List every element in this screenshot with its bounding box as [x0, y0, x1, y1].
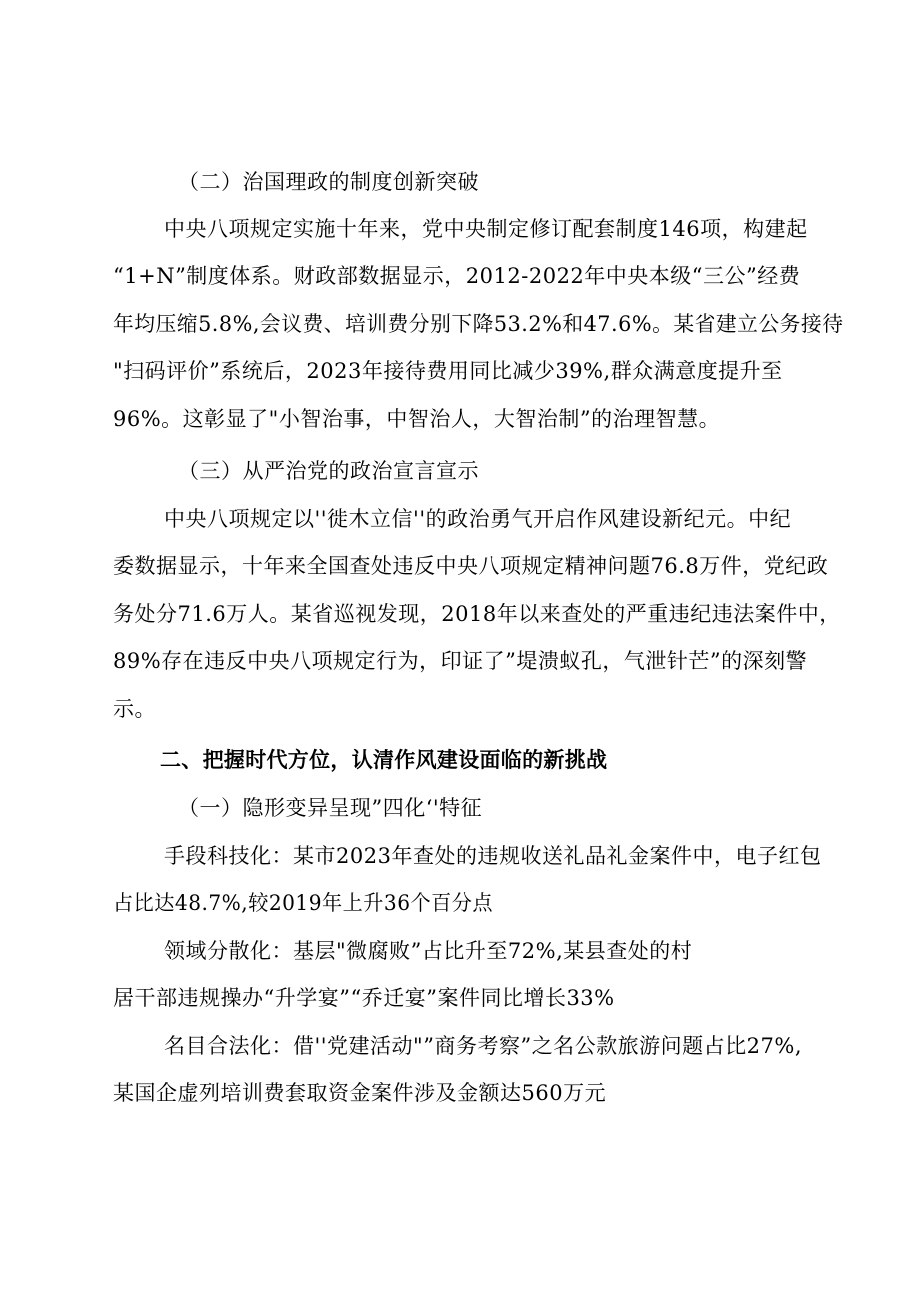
paragraph-line: 96%。这彰显了"小智治事，中智治人，大智治制”的治理智慧。 [113, 407, 721, 431]
paragraph-line: 务处分71.6万人。某省巡视发现，2018年以来查处的严重违纪违法案件中， [113, 602, 841, 626]
paragraph-line: 中央八项规定实施十年来，党中央制定修订配套制度146项，构建起 [164, 217, 808, 241]
paragraph-line: 委数据显示，十年来全国查处违反中央八项规定精神问题76.8万件，党纪政 [113, 554, 829, 578]
paragraph-line: 手段科技化：某市2023年查处的违规收送礼品礼金案件中，电子红包 [164, 844, 822, 868]
paragraph-line: "扫码评价”系统后，2023年接待费用同比减少39%,群众满意度提升至 [113, 359, 783, 383]
sub-heading-four-characteristics: （一）隐形变异呈现”四化‘'特征 [178, 796, 483, 820]
paragraph-line: 名目合法化：借''党建活动"”商务考察”之名公款旅游问题占比27%, [164, 1034, 803, 1058]
paragraph-line: 中央八项规定以''徙木立信''的政治勇气开启作风建设新纪元。中纪 [164, 507, 792, 531]
paragraph-line: 占比达48.7%,较2019年上升36个百分点 [113, 891, 494, 915]
sub-heading-political-declaration: （三）从严治党的政治宣言宣示 [178, 459, 479, 483]
paragraph-line: 示。 [113, 697, 156, 721]
paragraph-line: “1+N”制度体系。财政部数据显示，2012-2022年中央本级“三公”经费 [113, 264, 801, 288]
section-heading-new-challenges: 二、把握时代方位，认清作风建设面临的新挑战 [160, 747, 608, 772]
paragraph-line: 领域分散化：基层"微腐败”占比升至72%,某县查处的村 [164, 939, 693, 963]
paragraph-line: 年均压缩5.8%,会议费、培训费分别下降53.2%和47.6%。某省建立公务接待 [113, 312, 844, 336]
paragraph-line: 某国企虚列培训费套取资金案件涉及金额达560万元 [113, 1081, 607, 1105]
paragraph-line: 居干部违规操办“升学宴”“乔迁宴”案件同比增长33% [113, 986, 615, 1010]
sub-heading-institutional-innovation: （二）治国理政的制度创新突破 [178, 170, 479, 194]
paragraph-line: 89%存在违反中央八项规定行为，印证了”堤溃蚁孔，气泄针芒”的深刻警 [113, 649, 808, 673]
